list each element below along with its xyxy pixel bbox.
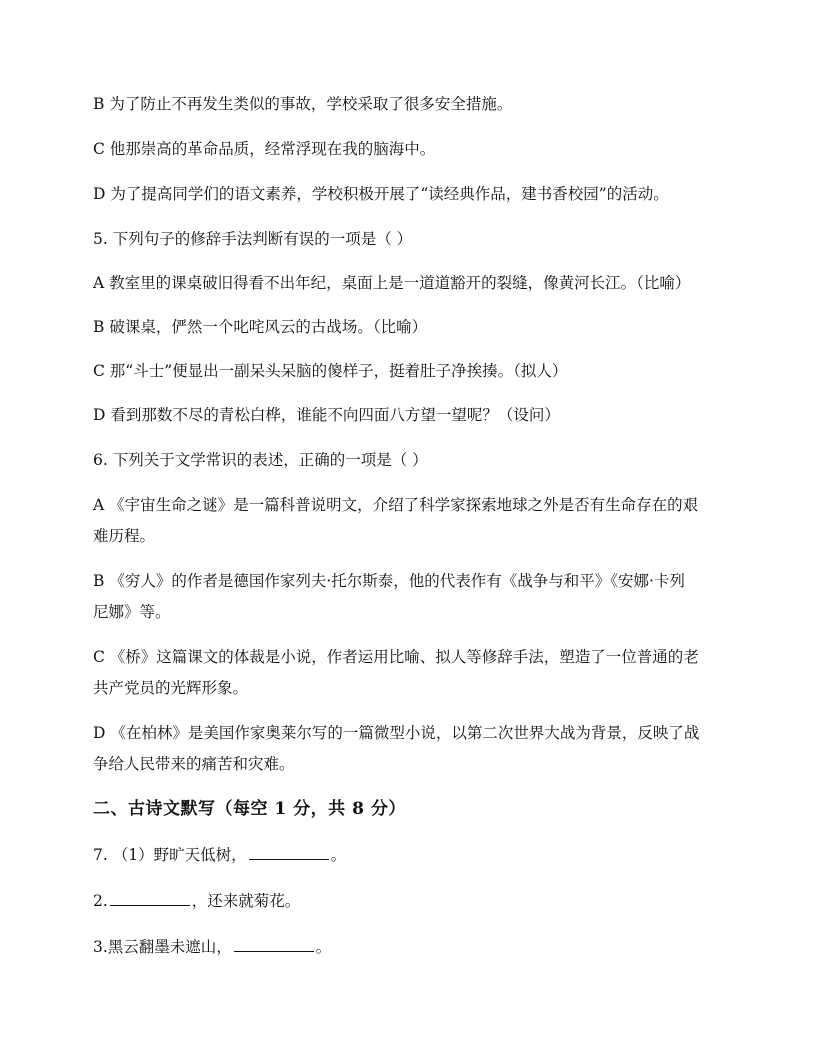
q5-option-a: A 教室里的课桌破旧得看不出年纪，桌面上是一道道豁开的裂缝，像黄河长江。（比喻） [93,274,691,292]
q5-option-c: C 那“斗士”便显出一副呆头呆脑的傻样子，挺着肚子净挨揍。（拟人） [93,362,568,380]
q7-item-1-prefix: 7. （1）野旷天低树， [93,846,247,864]
q7-item-3-suffix: 。 [315,938,332,956]
q6-option-a-line1: A 《宇宙生命之谜》是一篇科普说明文，介绍了科学家探索地球之外是否有生命存在的艰 [93,496,699,514]
q5-option-d: D 看到那数不尽的青松白桦，谁能不向四面八方望一望呢？（设问） [93,406,560,424]
q6-option-a-line2: 难历程。 [93,527,156,545]
q4-option-d: D 为了提高同学们的语文素养，学校积极开展了“读经典作品，建书香校园”的活动。 [93,185,669,203]
q6-stem: 6. 下列关于文学常识的表述，正确的一项是（ ） [93,451,428,469]
q6-option-c-line1: C 《桥》这篇课文的体裁是小说，作者运用比喻、拟人等修辞手法，塑造了一位普通的老 [93,648,699,666]
q6-option-d-line1: D 《在柏林》是美国作家奥莱尔写的一篇微型小说，以第二次世界大战为背景，反映了战 [93,724,700,742]
q4-option-c: C 他那崇高的革命品质，经常浮现在我的脑海中。 [93,140,436,158]
q5-stem: 5. 下列句子的修辞手法判断有误的一项是（ ） [93,230,413,248]
q7-item-2-prefix: 2. [93,892,108,910]
q7-item-3 [93,932,733,963]
q7-item-1 [93,840,733,871]
q7-item-2-blank[interactable] [110,891,190,906]
q6-option-b-line2: 尼娜》等。 [93,603,171,621]
q7-item-3-blank[interactable] [234,937,314,952]
q4-option-b: B 为了防止不再发生类似的事故，学校采取了很多安全措施。 [93,95,513,113]
q6-option-b-line1: B 《穷人》的作者是德国作家列夫·托尔斯泰，他的代表作有《战争与和平》《安娜·卡列 [93,572,685,590]
q6-option-d-line2: 争给人民带来的痛苦和灾难。 [93,755,295,773]
q7-item-3-prefix: 3.黑云翻墨未遮山， [93,938,232,956]
q5-option-b: B 破课桌，俨然一个叱咤风云的古战场。（比喻） [93,318,428,336]
q7-item-2 [93,886,733,917]
q7-item-1-suffix: 。 [330,846,347,864]
q7-item-1-blank[interactable] [249,845,329,860]
section-heading: 二、古诗文默写（每空 1 分，共 8 分） [93,799,406,819]
q7-item-2-suffix: ，还来就菊花。 [191,892,301,910]
q6-option-c-line2: 共产党员的光辉形象。 [93,679,249,697]
